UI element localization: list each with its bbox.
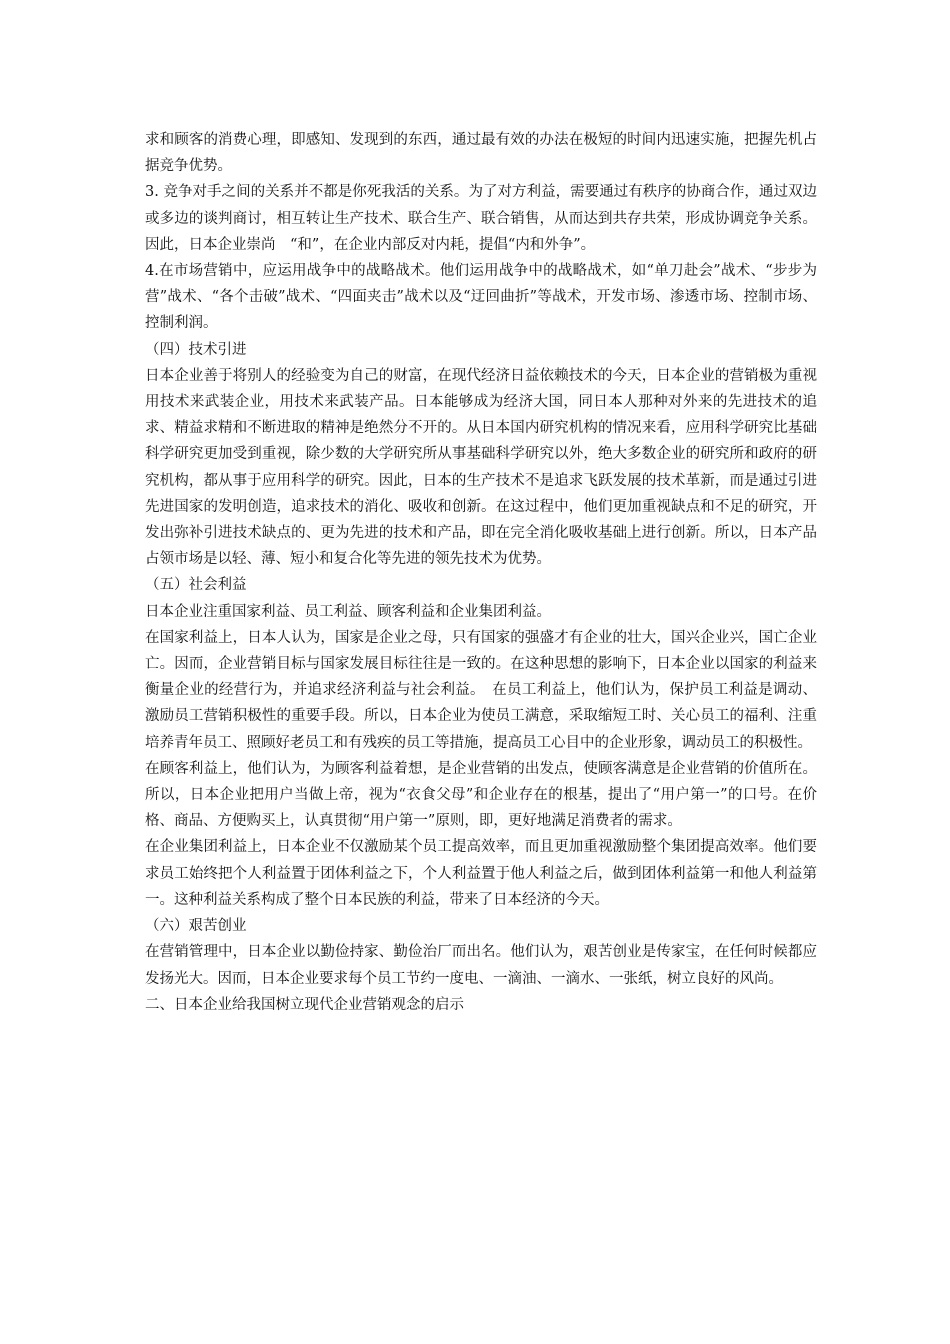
section-heading-hard-work: （六）艰苦创业: [145, 918, 247, 935]
section-heading-tech-import: （四）技术引进: [145, 341, 247, 358]
paragraph-group-interest: 在企业集团利益上，日本企业不仅激励某个员工提高效率，而且更加重视激励整个集团提高效率。他们要求员工始终把个人利益置于团体利益之下，个人利益置于他人利益之后，做到团体利益第一和他人利益第一。这种利益关系构成了整个日本民族的利益，带来了日本经济的今天。: [145, 839, 817, 908]
paragraph-point-3: 3. 竞争对手之间的关系并不都是你死我活的关系。为了对方利益，需要通过有秩序的协商合作，通过双边或多边的谈判商讨，相互转让生产技术、联合生产、联合销售，从而达到共存共荣，形成协调竞争关系。因此，日本企业崇尚 “和”，在企业内部反对内耗，提倡“内和外争”。: [145, 184, 817, 253]
paragraph-tech-import: 日本企业善于将别人的经验变为自己的财富，在现代经济日益依赖技术的今天，日本企业的营销极为重视用技术来武装企业，用技术来武装产品。日本能够成为经济大国，同日本人那种对外来的先进技术的追求、精益求精和不断进取的精神是绝然分不开的。从日本国内研究机构的情况来看，应用科学研究比基础科学研究更加受到重视，除少数的大学研究所从事基础科学研究以外，绝大多数企业的研究所和政府的研究机构，都从事于应用科学的研究。因此，日本的生产技术不是追求飞跃发展的技术革新，而是通过引进先进国家的发明创造，追求技术的消化、吸收和创新。在这过程中，他们更加重视缺点和不足的研究，开发出弥补引进技术缺点的、更为先进的技术和产品，即在完全消化吸收基础上进行创新。所以，日本产品占领市场是以轻、薄、短小和复合化等先进的领先技术为优势。: [145, 367, 817, 568]
section-heading-social-interest: （五）社会利益: [145, 577, 247, 594]
document-body: [145, 127, 817, 1018]
chapter-heading-inspiration: 二、日本企业给我国树立现代企业营销观念的启示: [145, 996, 464, 1013]
paragraph-national-interest: 在国家利益上，日本人认为，国家是企业之母，只有国家的强盛才有企业的壮大，国兴企业兴，国亡企业亡。因而，企业营销目标与国家发展目标往往是一致的。在这种思想的影响下，日本企业以国家的利益来衡量企业的经营行为，并追求经济利益与社会利益。 在员工利益上，他们认为，保护员工利益是调动、激励员工营销积极性的重要手段。所以，日本企业为使员工满意，采取缩短工时、关心员工的福利、注重培养青年员工、照顾好老员工和有残疾的员工等措施，提高员工心目中的企业形象，调动员工的积极性。: [145, 629, 817, 751]
paragraph-hard-work: 在营销管理中，日本企业以勤俭持家、勤俭治厂而出名。他们认为，艰苦创业是传家宝，在任何时候都应发扬光大。因而，日本企业要求每个员工节约一度电、一滴油、一滴水、一张纸，树立良好的风尚。: [145, 944, 817, 987]
paragraph-social-interest-intro: 日本企业注重国家利益、员工利益、顾客利益和企业集团利益。: [145, 603, 551, 620]
paragraph-competitive-advantage: 求和顾客的消费心理，即感知、发现到的东西，通过最有效的办法在极短的时间内迅速实施，把握先机占据竞争优势。: [145, 132, 817, 175]
paragraph-point-4: 4.在市场营销中，应运用战争中的战略战术。他们运用战争中的战略战术，如“单刀赴会”战术、“步步为营”战术、“各个击破”战术、“四面夹击”战术以及“迂回曲折”等战术，开发市场、渗透市场、控制市场、控制利润。: [145, 263, 817, 332]
paragraph-customer-interest: 在顾客利益上，他们认为，为顾客利益着想，是企业营销的出发点，使顾客满意是企业营销的价值所在。所以，日本企业把用户当做上帝，视为“衣食父母”和企业存在的根基，提出了“用户第一”的口号。在价格、商品、方便购买上，认真贯彻“用户第一”原则，即，更好地满足消费者的需求。: [145, 760, 817, 830]
